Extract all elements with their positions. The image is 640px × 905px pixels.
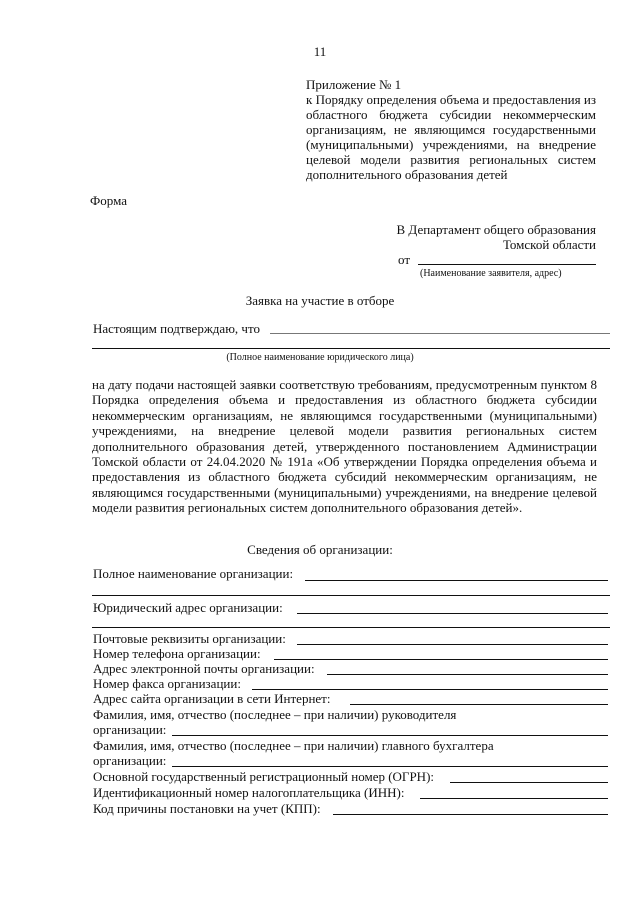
- legal-address-field[interactable]: [297, 613, 608, 614]
- postal-field[interactable]: [297, 644, 608, 645]
- org-info-title: Сведения об организации:: [247, 542, 393, 557]
- ogrn-field[interactable]: [450, 782, 608, 783]
- form-label: Форма: [90, 193, 127, 208]
- kpp-field[interactable]: [333, 814, 608, 815]
- field-label-fax: Номер факса организации:: [93, 676, 241, 691]
- from-field[interactable]: [418, 264, 596, 265]
- field-label-email: Адрес электронной почты организации:: [93, 661, 315, 676]
- appendix-block: [306, 77, 596, 182]
- field-label-full-name: Полное наименование организации:: [93, 566, 294, 581]
- email-field[interactable]: [327, 674, 608, 675]
- field-label-head-name: Фамилия, имя, отчество (последнее – при наличии) руководителя: [93, 707, 457, 722]
- from-caption: (Наименование заявителя, адрес): [420, 268, 562, 279]
- field-label-legal-address: Юридический адрес организации:: [93, 600, 283, 615]
- application-title: Заявка на участие в отборе: [245, 293, 395, 308]
- field-label-kpp: Код причины постановки на учет (КПП):: [93, 801, 321, 816]
- legal-address-field-continued[interactable]: [92, 627, 610, 628]
- legal-entity-caption: (Полное наименование юридического лица): [226, 352, 414, 363]
- field-label-website: Адрес сайта организации в сети Интернет:: [93, 691, 331, 706]
- inn-field[interactable]: [420, 798, 608, 799]
- phone-field[interactable]: [274, 659, 608, 660]
- page-number: 11: [313, 44, 327, 59]
- appendix-title: Приложение № 1: [306, 77, 402, 92]
- fax-field[interactable]: [252, 689, 608, 690]
- addressee-block: [330, 222, 596, 252]
- legal-entity-name-field-continued[interactable]: [92, 348, 610, 349]
- legal-entity-name-field[interactable]: [270, 333, 610, 334]
- field-label-accountant: Фамилия, имя, отчество (последнее – при наличии) главного бухгалтера: [93, 738, 494, 753]
- field-label-phone: Номер телефона организации:: [93, 646, 261, 661]
- main-paragraph: на дату подачи настоящей заявки соответствую требованиям, предусмотренным пунктом 8 Порядка определения объема и предоставления из областного бюджета субсидии некоммерческим организациям, не являющимся государственными (муниципальными) учреждениями, на внедрение целевой модели развития региональных систем дополнительного образования детей, утвержденного постановлением Администрации Томской области от 24.04.2020 № 191а «Об утверждении Порядка определения объема и предоставления из областного бюджета субсидий некоммерческим организациям, не являющимся государственными (муниципальными) учреждениями, на внедрение целевой модели развития региональных систем дополнительного образования детей».: [92, 377, 597, 516]
- appendix-body: к Порядку определения объема и предоставления из областного бюджета субсидии некоммерческим организациям, не являющимся государственными (муниципальными) учреждениями, на внедрение целевой модели развития региональных систем дополнительного образования детей: [306, 92, 596, 182]
- full-name-field-continued[interactable]: [92, 595, 610, 596]
- website-field[interactable]: [350, 704, 608, 705]
- full-name-field[interactable]: [305, 580, 608, 581]
- head-name-field[interactable]: [172, 735, 608, 736]
- field-label-postal: Почтовые реквизиты организации:: [93, 631, 286, 646]
- addressee-line-2: Томской области: [502, 237, 596, 252]
- confirm-text: Настоящим подтверждаю, что: [93, 321, 260, 336]
- field-label-head-name-cont: организации:: [93, 722, 167, 737]
- field-label-ogrn: Основной государственный регистрационный номер (ОГРН):: [93, 769, 435, 784]
- field-label-inn: Идентификационный номер налогоплательщика (ИНН):: [93, 785, 405, 800]
- addressee-line-1: В Департамент общего образования: [396, 222, 596, 237]
- accountant-field[interactable]: [172, 766, 608, 767]
- from-label: от: [398, 252, 411, 267]
- field-label-accountant-cont: организации:: [93, 753, 167, 768]
